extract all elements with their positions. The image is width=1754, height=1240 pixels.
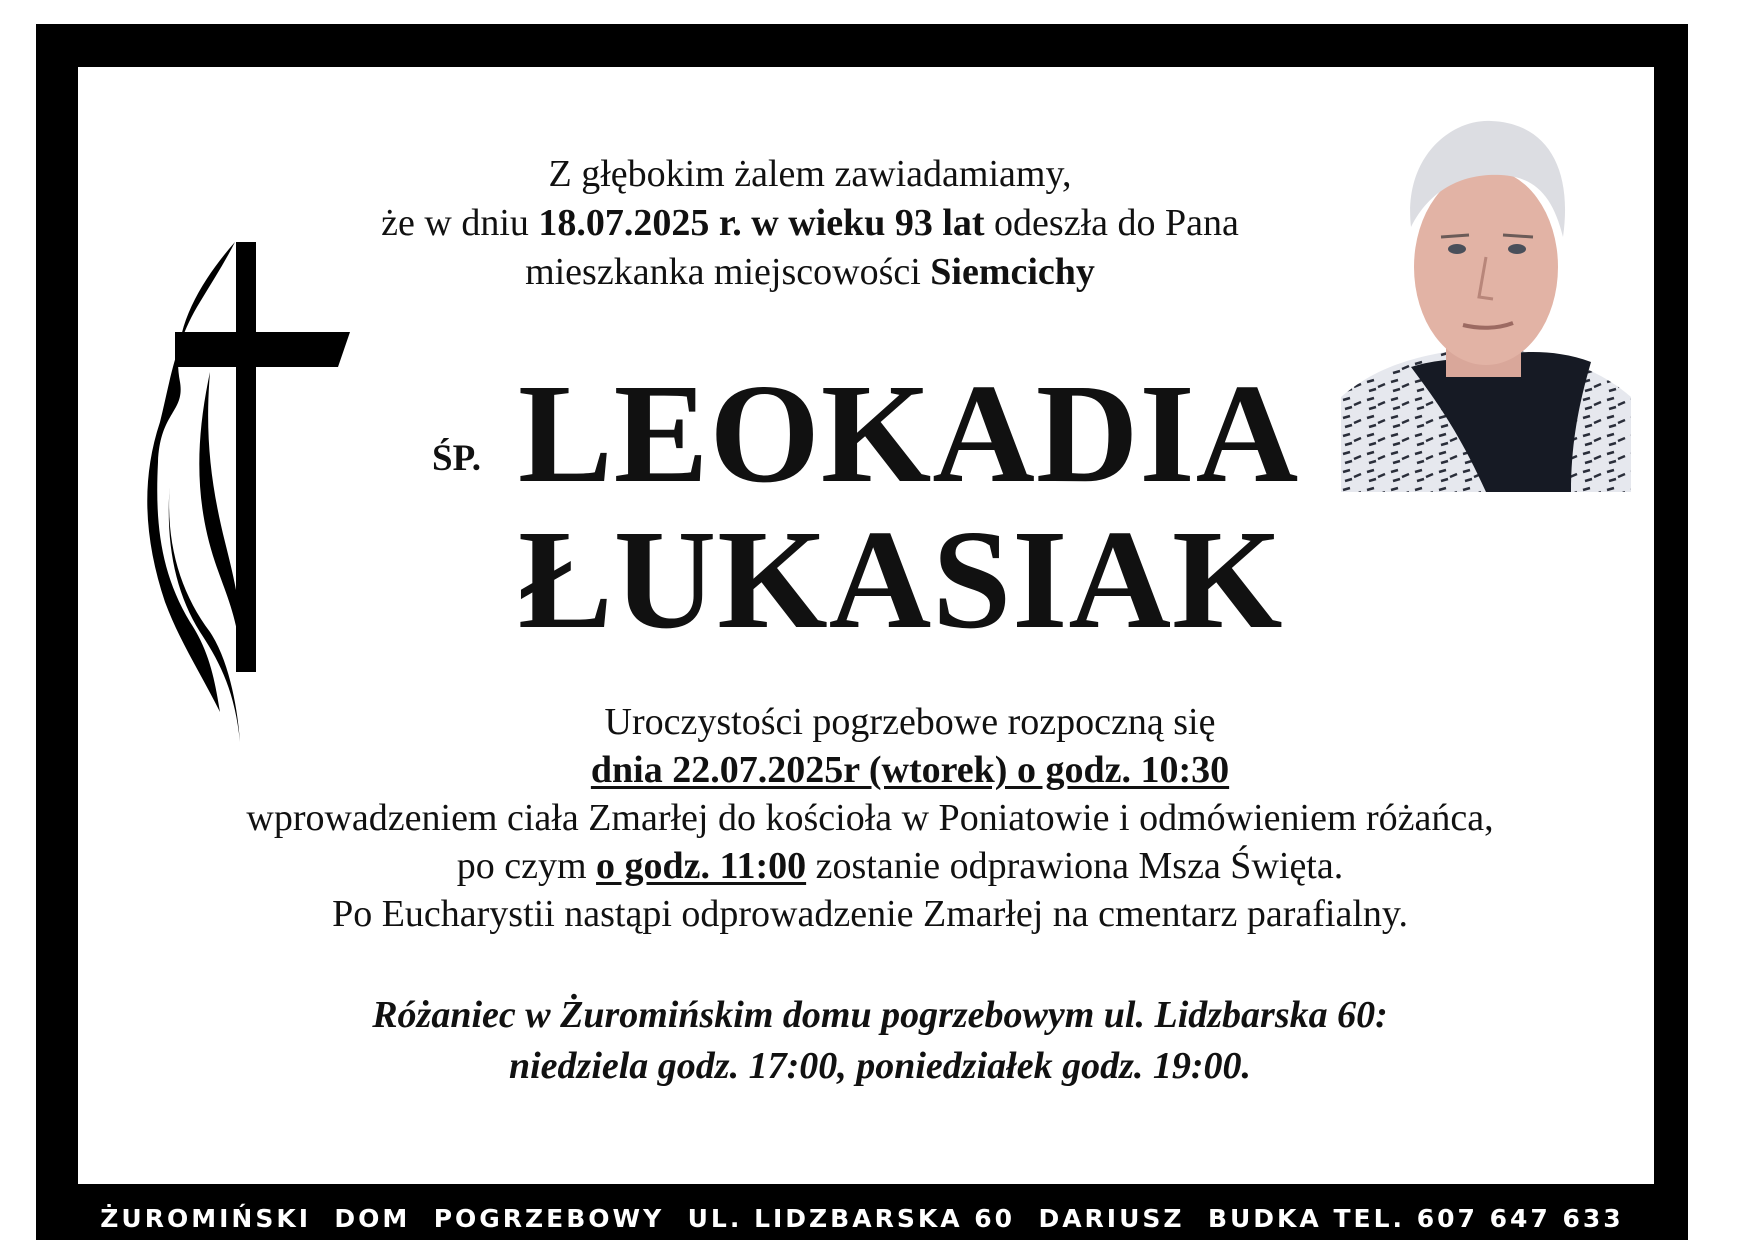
intro-line-3 <box>250 248 1370 297</box>
intro-line-2-pre: że w dniu <box>381 202 539 244</box>
last-name: ŁUKASIAK <box>518 500 1284 658</box>
ceremony-line-4 <box>80 842 1660 890</box>
ceremony-line-4-pre: po czym <box>456 845 597 887</box>
ceremony-date-time: dnia 22.07.2025r (wtorek) o godz. 10:30 <box>590 749 1230 791</box>
rosary-info <box>120 990 1640 1092</box>
death-date-age: 18.07.2025 r. w wieku 93 lat <box>538 202 985 244</box>
cross-flame-icon <box>140 242 380 772</box>
ceremony-line-5: Po Eucharystii nastąpi odprowadzenie Zmarłej na cmentarz parafialny. <box>332 893 1408 935</box>
ceremony-line-3: wprowadzeniem ciała Zmarłej do kościoła w Poniatowie i odmówieniem różańca, <box>246 797 1494 839</box>
rosary-line-2: niedziela godz. 17:00, poniedziałek godz. 19:00. <box>508 1045 1252 1087</box>
residence-place: Siemcichy <box>930 251 1095 293</box>
intro-line-1: Z głębokim żalem zawiadamiamy, <box>548 153 1072 195</box>
name-prefix: ŚP. <box>432 438 482 479</box>
intro-text <box>250 150 1370 297</box>
portrait-photo <box>1341 107 1631 492</box>
intro-line-2-post: odeszła do Pana <box>984 202 1239 244</box>
first-name: LEOKADIA <box>518 354 1300 512</box>
ceremony-line-1: Uroczystości pogrzebowe rozpoczną się <box>604 701 1216 743</box>
funeral-home-footer: ŻUROMIŃSKI DOM POGRZEBOWY UL. LIDZBARSKA 60 DARIUSZ BUDKA TEL. 607 647 633 <box>100 1204 1624 1233</box>
ceremony-line-4-post: zostanie odprawiona Msza Święta. <box>806 845 1344 887</box>
ceremony-text <box>80 698 1660 938</box>
mass-time: o godz. 11:00 <box>596 845 807 887</box>
rosary-line-1: Różaniec w Żuromińskim domu pogrzebowym ul. Lidzbarska 60: <box>372 994 1388 1036</box>
intro-line-3-pre: mieszkanka miejscowości <box>525 251 931 293</box>
intro-line-2 <box>250 199 1370 248</box>
